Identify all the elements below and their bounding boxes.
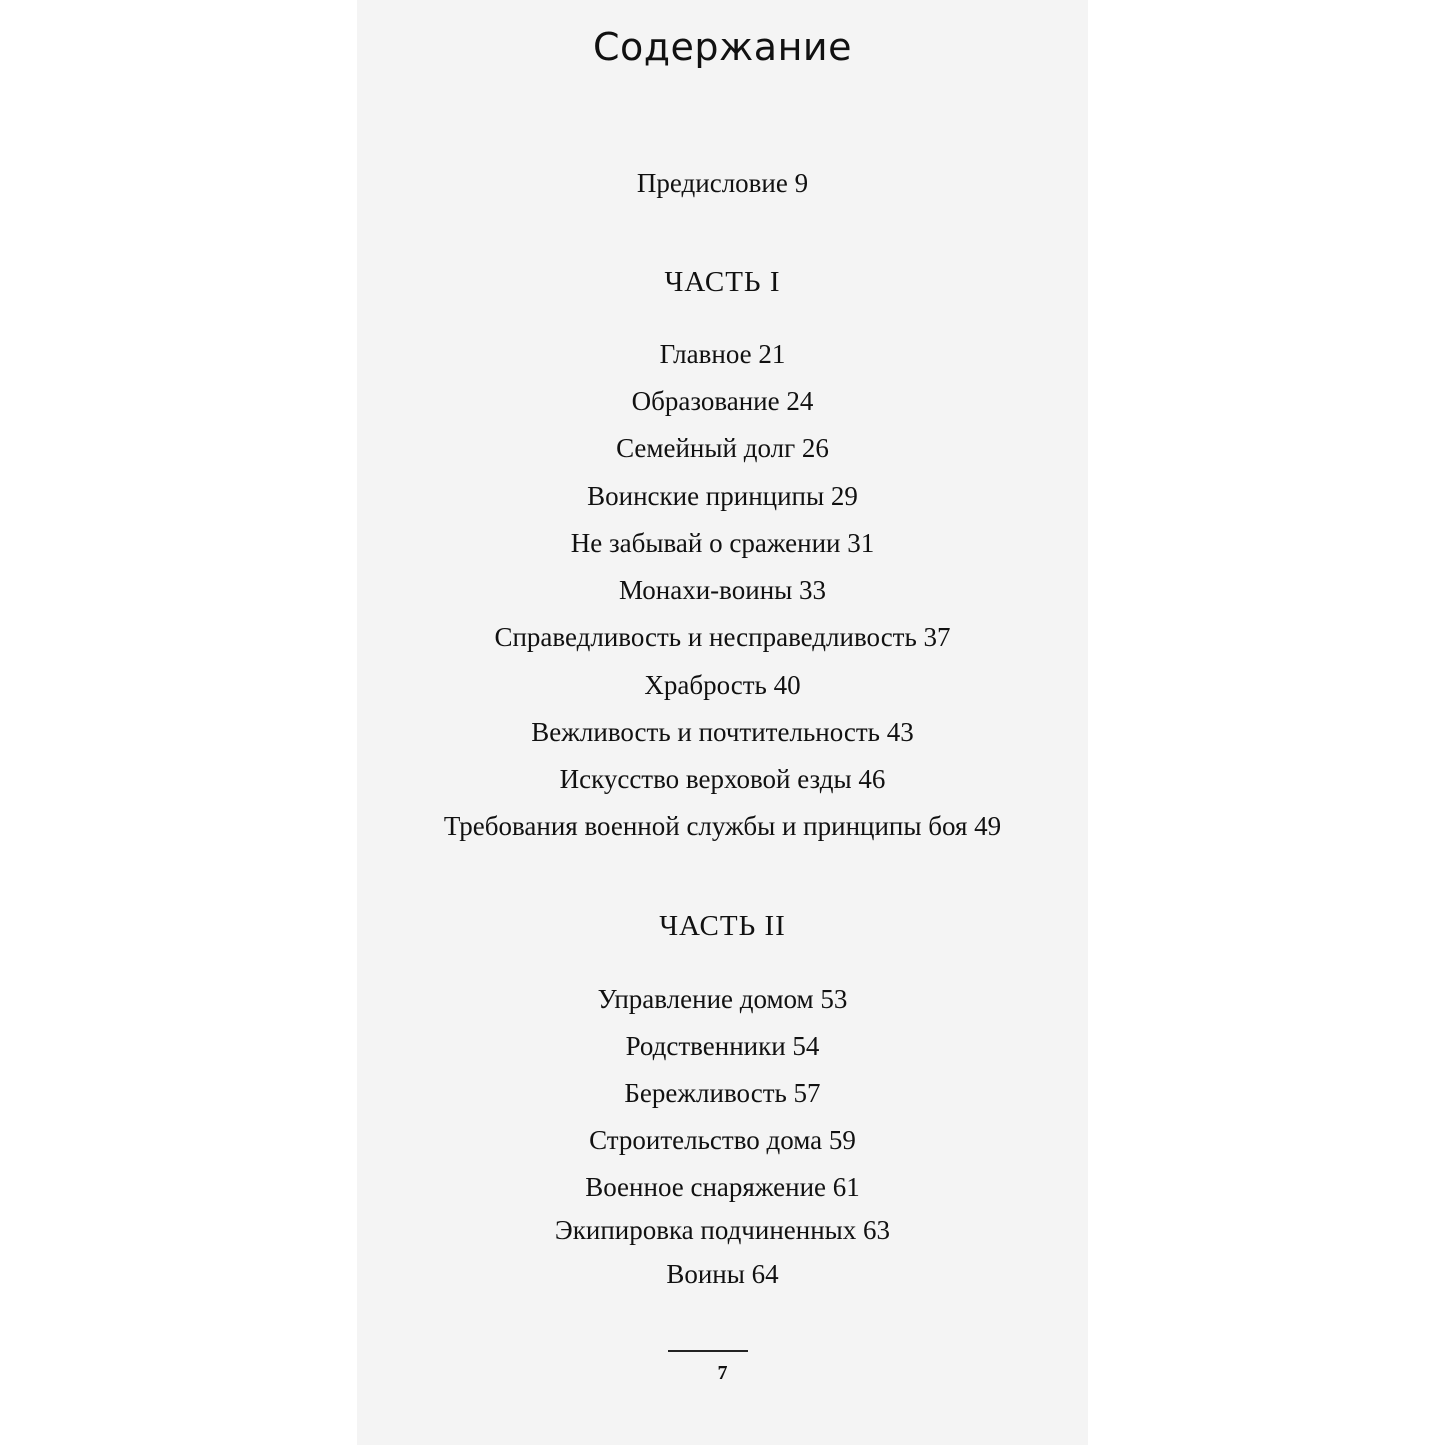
toc-entry: Требования военной службы и принципы боя 49 (443, 811, 1002, 841)
toc-entry: Образование 24 (631, 386, 814, 416)
toc-entry: Храбрость 40 (644, 670, 801, 700)
toc-entry: Семейный долг 26 (616, 433, 829, 463)
part-1-heading: ЧАСТЬ I (664, 266, 781, 298)
toc-entry: Справедливость и несправедливость 37 (494, 622, 951, 652)
toc-entry: Управление домом 53 (597, 984, 848, 1014)
toc-entry: Не забывай о сражении 31 (570, 528, 875, 558)
toc-entry: Искусство верховой езды 46 (559, 764, 886, 794)
toc-entry: Воинские принципы 29 (587, 481, 858, 511)
toc-preface: Предисловие 9 (636, 168, 809, 198)
page-number: 7 (717, 1362, 728, 1384)
part-2-heading: ЧАСТЬ II (659, 910, 786, 942)
footer-rule (668, 1350, 748, 1352)
toc-entry: Строительство дома 59 (589, 1125, 856, 1155)
toc-entry: Воины 64 (666, 1259, 779, 1289)
toc-entry: Экипировка подчиненных 63 (554, 1215, 891, 1245)
toc-entry: Военное снаряжение 61 (585, 1172, 860, 1202)
page-title: Содержание (593, 25, 852, 69)
toc-entry: Главное 21 (659, 339, 786, 369)
toc-entry: Бережливость 57 (624, 1078, 821, 1108)
toc-entry: Монахи-воины 33 (618, 575, 827, 605)
toc-entry: Вежливость и почтительность 43 (531, 717, 914, 747)
book-page (357, 0, 1088, 1445)
toc-entry: Родственники 54 (625, 1031, 820, 1061)
